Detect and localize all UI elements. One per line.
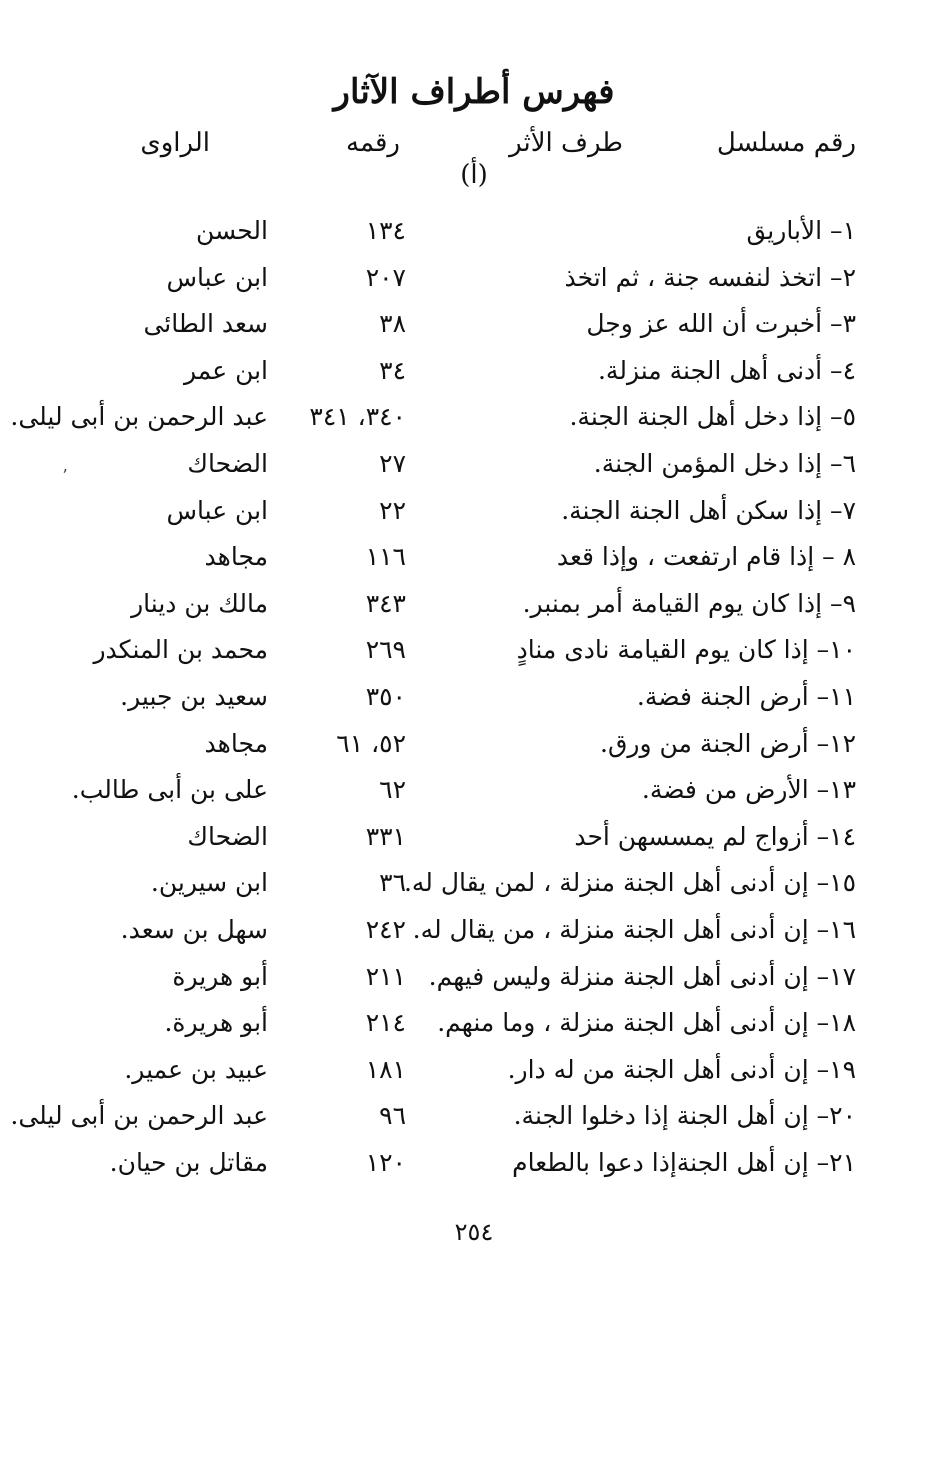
- table-row: [0, 589, 948, 636]
- table-row: [0, 822, 948, 869]
- row-number: ٢٠٧: [365, 262, 406, 292]
- row-text: ٦– إذا دخل المؤمن الجنة.: [593, 448, 856, 478]
- row-number: ٢٦٩: [365, 635, 406, 665]
- table-row: [0, 496, 948, 543]
- row-narrator: ابن عباس: [166, 262, 268, 292]
- row-narrator: سعد الطائى: [143, 309, 268, 339]
- row-narrator: مقاتل بن حيان.: [109, 1147, 268, 1177]
- row-number: ٥٢، ٦١: [336, 728, 406, 758]
- row-number: ٢٧: [379, 448, 406, 478]
- row-narrator: عبد الرحمن بن أبى ليلى.: [10, 1101, 268, 1131]
- row-narrator: سعيد بن جبير.: [120, 681, 268, 711]
- row-text: ٢٠– إن أهل الجنة إذا دخلوا الجنة.: [513, 1101, 856, 1131]
- table-row: [0, 1148, 948, 1195]
- row-number: ٣٣١: [365, 821, 406, 851]
- row-text: ٧– إذا سكن أهل الجنة الجنة.: [561, 495, 856, 525]
- row-number: ٣٥٠: [365, 681, 406, 711]
- row-text: ١٦– إن أدنى أهل الجنة منزلة ، من يقال له.: [412, 914, 856, 944]
- page-title: فهرس أطراف الآثار: [333, 72, 615, 112]
- table-row: [0, 682, 948, 729]
- row-narrator: ابن سيرين.: [150, 868, 268, 898]
- row-number: ٢١٤: [365, 1008, 406, 1038]
- scan-speck: ʼ: [62, 466, 68, 485]
- table-row: [0, 1008, 948, 1055]
- row-number: ١٨١: [365, 1054, 406, 1084]
- header-number: رقمه: [346, 128, 400, 158]
- row-narrator: الضحاك: [187, 448, 268, 478]
- header-narrator: الراوى: [140, 128, 210, 158]
- row-narrator: مجاهد: [204, 542, 268, 572]
- table-row: [0, 356, 948, 403]
- section-letter: (أ): [460, 160, 488, 190]
- table-row: [0, 402, 948, 449]
- row-narrator: ابن عباس: [166, 495, 268, 525]
- row-number: ٣٤٠، ٣٤١: [309, 402, 406, 432]
- table-row: [0, 635, 948, 682]
- row-text: ٩– إذا كان يوم القيامة أمر بمنبر.: [522, 588, 856, 618]
- row-text: ٢١– إن أهل الجنةإذا دعوا بالطعام: [512, 1147, 856, 1177]
- table-row: [0, 868, 948, 915]
- table-row: [0, 449, 948, 496]
- row-text: ٨ – إذا قام ارتفعت ، وإذا قعد: [556, 542, 856, 572]
- row-narrator: أبو هريرة: [172, 961, 268, 991]
- row-text: ١٩– إن أدنى أهل الجنة من له دار.: [507, 1054, 856, 1084]
- row-number: ١٢٠: [365, 1147, 406, 1177]
- row-narrator: سهل بن سعد.: [120, 914, 268, 944]
- row-text: ١٨– إن أدنى أهل الجنة منزلة ، وما منهم.: [437, 1008, 856, 1038]
- table-row: [0, 216, 948, 263]
- row-number: ٣٤٣: [365, 588, 406, 618]
- table-row: [0, 1101, 948, 1148]
- row-narrator: مالك بن دينار: [131, 588, 268, 618]
- row-text: ٣– أخبرت أن الله عز وجل: [586, 309, 856, 339]
- header-tip: طرف الأثر: [509, 128, 623, 158]
- row-number: ٢١١: [365, 961, 406, 991]
- row-number: ٣٤: [379, 355, 406, 385]
- row-text: ٥– إذا دخل أهل الجنة الجنة.: [569, 402, 856, 432]
- row-number: ٩٦: [379, 1101, 406, 1131]
- row-text: ١٥– إن أدنى أهل الجنة منزلة ، لمن يقال له.: [403, 868, 856, 898]
- row-number: ٣٨: [379, 309, 406, 339]
- row-number: ١٣٤: [365, 216, 406, 245]
- table-row: [0, 309, 948, 356]
- table-row: [0, 962, 948, 1009]
- row-narrator: على بن أبى طالب.: [71, 775, 268, 805]
- header-serial: رقم مسلسل: [716, 128, 856, 158]
- row-number: ٦٢: [379, 775, 406, 805]
- index-table: [0, 216, 948, 1194]
- row-narrator: عبد الرحمن بن أبى ليلى.: [10, 402, 268, 432]
- row-text: ٢– اتخذ لنفسه جنة ، ثم اتخذ: [564, 262, 856, 292]
- row-number: ٢٤٢: [365, 914, 406, 944]
- table-row: [0, 775, 948, 822]
- table-row: [0, 915, 948, 962]
- page-number: ٢٥٤: [454, 1218, 494, 1246]
- table-row: [0, 729, 948, 776]
- row-narrator: عبيد بن عمير.: [124, 1054, 268, 1084]
- row-text: ١٧– إن أدنى أهل الجنة منزلة وليس فيهم.: [428, 961, 856, 991]
- row-narrator: الحسن: [195, 216, 268, 245]
- row-text: ١١– أرض الجنة فضة.: [636, 681, 856, 711]
- row-number: ٣٦: [379, 868, 406, 898]
- row-text: ١٤– أزواج لم يمسسهن أحد: [574, 821, 856, 851]
- row-narrator: محمد بن المنكدر: [93, 635, 268, 665]
- row-narrator: أبو هريرة.: [164, 1008, 268, 1038]
- row-text: ٤– أدنى أهل الجنة منزلة.: [597, 355, 856, 385]
- row-text: ١٠– إذا كان يوم القيامة نادى منادٍ: [516, 635, 856, 665]
- table-row: [0, 263, 948, 310]
- row-narrator: مجاهد: [204, 728, 268, 758]
- row-narrator: الضحاك: [187, 821, 268, 851]
- table-row: [0, 542, 948, 589]
- row-text: ١٣– الأرض من فضة.: [641, 775, 856, 805]
- row-number: ٢٢: [379, 495, 406, 525]
- row-text: ١– الأباريق: [746, 216, 856, 245]
- row-narrator: ابن عمر: [183, 355, 268, 385]
- row-text: ١٢– أرض الجنة من ورق.: [600, 728, 856, 758]
- table-row: [0, 1055, 948, 1102]
- row-number: ١١٦: [365, 542, 406, 572]
